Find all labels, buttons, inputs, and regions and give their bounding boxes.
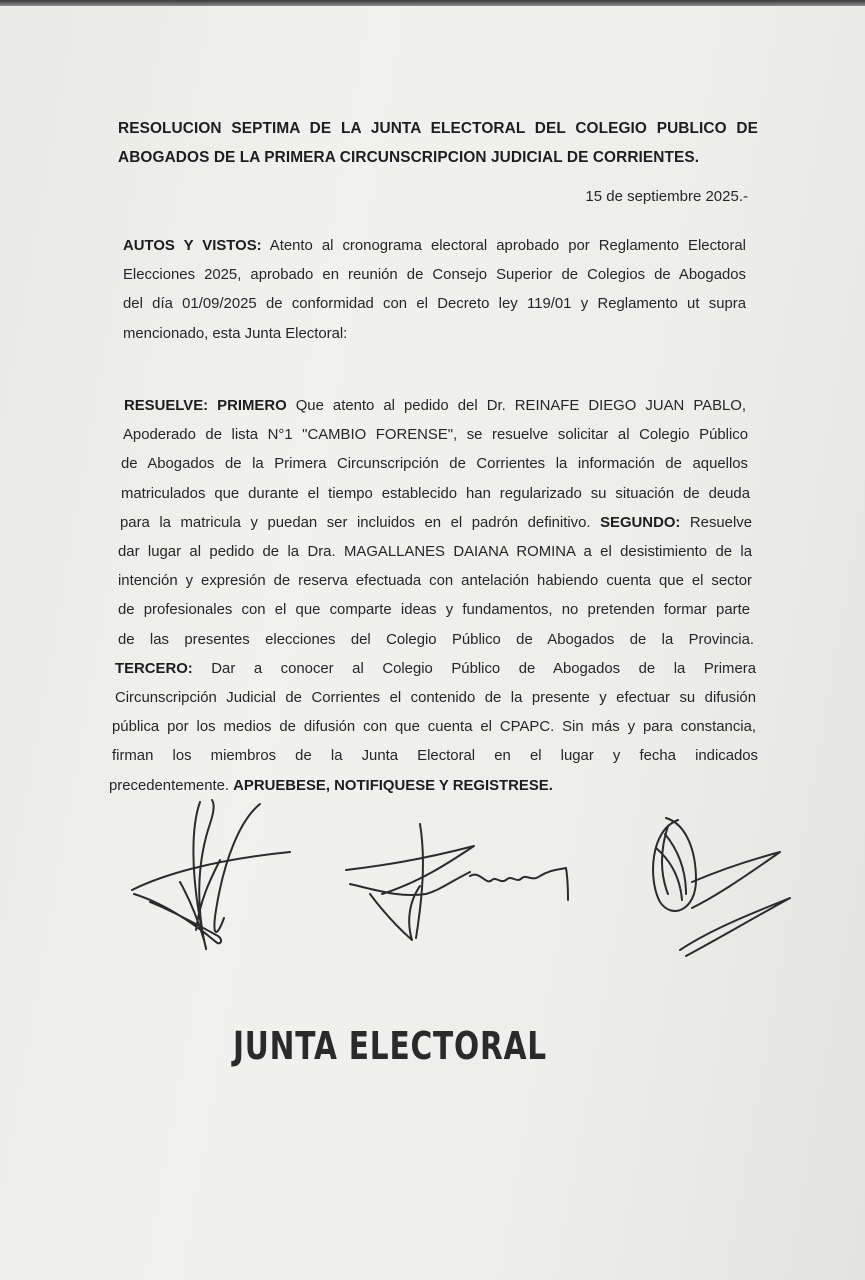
resuelve-line-7: intención y expresión de reserva efectuada con antelación habiendo cuenta que el sector xyxy=(118,573,752,590)
resuelve-label: RESUELVE: PRIMERO xyxy=(124,398,287,414)
autos-line-2: Elecciones 2025, aprobado en reunión de Consejo Superior de Colegios de Abogados xyxy=(123,267,746,284)
autos-label: AUTOS Y VISTOS: xyxy=(123,238,262,254)
title-line-1: RESOLUCION SEPTIMA DE LA JUNTA ELECTORAL DEL COLEGIO PUBLICO DE xyxy=(118,120,758,137)
resuelve-line-10: Dar a conocer al Colegio Público de Abogados de la Primera xyxy=(192,660,756,677)
title-line-2: ABOGADOS DE LA PRIMERA CIRCUNSCRIPCION JUDICIAL DE CORRIENTES. xyxy=(118,149,700,166)
resuelve-line-12: pública por los medios de difusión con que cuenta el CPAPC. Sin más y para constancia, xyxy=(112,719,756,736)
resuelve-line-5a: para la matricula y puedan ser incluidos en el padrón definitivo. xyxy=(120,514,601,531)
signature-1 xyxy=(132,800,290,949)
closing-formula: APRUEBESE, NOTIFIQUESE Y REGISTRESE. xyxy=(233,777,553,794)
resuelve-line-2: Apoderado de lista N°1 "CAMBIO FORENSE", se resuelve solicitar al Colegio Público xyxy=(123,427,748,444)
resuelve-line-5b: Resuelve xyxy=(680,514,752,531)
resuelve-line-6: dar lugar al pedido de la Dra. MAGALLANES DAIANA ROMINA a el desistimiento de la xyxy=(118,544,752,561)
signature-3 xyxy=(653,818,790,956)
resuelve-line-1: Que atento al pedido del Dr. REINAFE DIEGO JUAN PABLO, xyxy=(286,398,747,414)
resuelve-line-3: de Abogados de la Primera Circunscripción de Corrientes la información de aquellos xyxy=(121,456,748,473)
tercero-label: TERCERO: xyxy=(115,660,193,677)
resuelve-line-8: de profesionales con el que comparte ideas y fundamentos, no pretenden formar parte xyxy=(118,602,750,619)
resuelve-line-11: Circunscripción Judicial de Corrientes el contenido de la presente y efectuar su difusión xyxy=(115,690,756,707)
autos-line-1: Atento al cronograma electoral aprobado por Reglamento Electoral xyxy=(261,238,746,254)
autos-line-4: mencionado, esta Junta Electoral: xyxy=(123,325,348,342)
resuelve-line-14: precedentemente. xyxy=(109,777,234,794)
resuelve-line-13: firman los miembros de la Junta Electoral en el lugar y fecha indicados xyxy=(112,748,758,765)
junta-electoral-stamp: JUNTA ELECTORAL xyxy=(233,1024,547,1068)
resuelve-line-4: matriculados que durante el tiempo establecido han regularizado su situación de deuda xyxy=(121,485,750,502)
document-title xyxy=(118,114,758,172)
signatures xyxy=(120,790,810,980)
autos-line-3: del día 01/09/2025 de conformidad con el Decreto ley 119/01 y Reglamento ut supra xyxy=(123,296,746,313)
autos-y-vistos-paragraph xyxy=(123,232,746,349)
signature-2 xyxy=(346,824,568,940)
resuelve-paragraph xyxy=(109,392,764,801)
document-date: 15 de septiembre 2025.- xyxy=(585,188,748,205)
resuelve-line-9: de las presentes elecciones del Colegio Público de Abogados de la Provincia. xyxy=(118,631,754,648)
segundo-label: SEGUNDO: xyxy=(600,514,681,531)
